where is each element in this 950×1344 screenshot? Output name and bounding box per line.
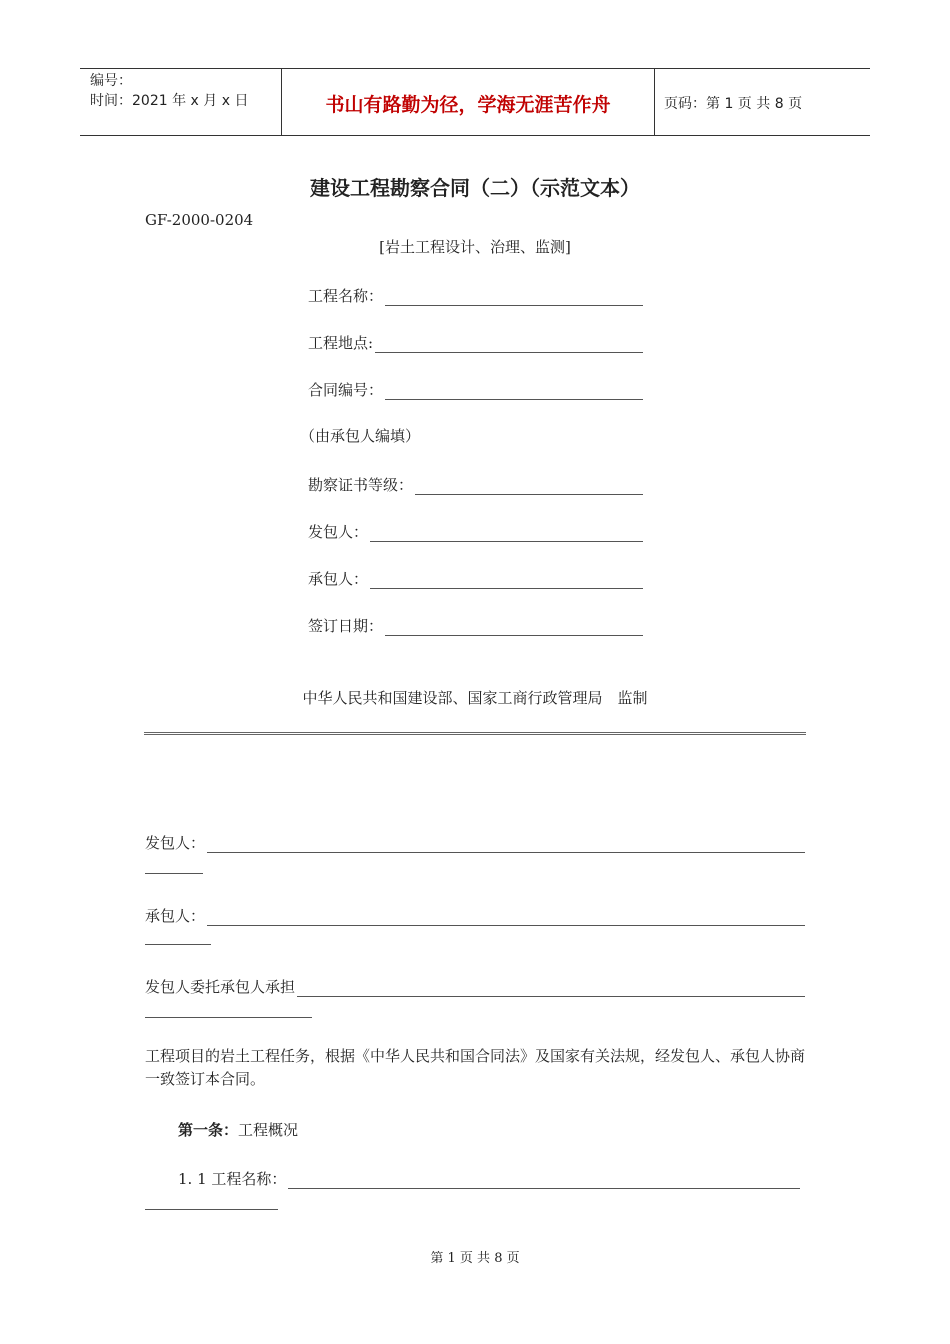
blank-line bbox=[297, 980, 805, 997]
field-label: 勘察证书等级： bbox=[308, 476, 414, 494]
item-1-1-line bbox=[178, 1167, 800, 1189]
blank-line-continuation bbox=[145, 1017, 312, 1018]
blank-line-continuation bbox=[145, 944, 211, 945]
article-number: 第一条： bbox=[178, 1121, 239, 1139]
blank-line bbox=[370, 572, 643, 589]
header-motto: 书山有路勤为径，学海无涯苦作舟 bbox=[325, 94, 611, 116]
field-contractor bbox=[308, 567, 643, 589]
header-meta bbox=[90, 71, 248, 111]
blank-line bbox=[207, 909, 805, 926]
party-a-label: 发包人： bbox=[145, 834, 206, 852]
party-a-line bbox=[145, 831, 805, 853]
blank-line-continuation bbox=[145, 1209, 278, 1210]
blank-line bbox=[288, 1172, 800, 1189]
field-label: 工程地点: bbox=[308, 334, 374, 352]
time-label: 时间：2021 年 x 月 x 日 bbox=[90, 93, 249, 109]
entrust-label: 发包人委托承包人承担 bbox=[145, 978, 296, 996]
number-label: 编号： bbox=[90, 73, 132, 89]
blank-line bbox=[207, 836, 805, 853]
blank-line bbox=[375, 336, 643, 353]
blank-line bbox=[370, 525, 643, 542]
blank-line-continuation bbox=[145, 873, 203, 874]
field-label: 签订日期： bbox=[308, 617, 384, 635]
item-1-1-label: 1. 1 工程名称： bbox=[178, 1170, 287, 1188]
page-footer: 第 1 页 共 8 页 bbox=[430, 1251, 520, 1266]
blank-line bbox=[415, 478, 643, 495]
header-page-info: 页码：第 1 页 共 8 页 bbox=[664, 96, 803, 112]
field-label: 发包人： bbox=[308, 523, 369, 541]
supervising-authority: 中华人民共和国建设部、国家工商行政管理局 监制 bbox=[302, 689, 648, 707]
contract-preamble: 工程项目的岩土工程任务，根据《中华人民共和国合同法》及国家有关法规，经发包人、承包人协商一致签订本合同。 bbox=[145, 1047, 806, 1088]
header-divider bbox=[654, 68, 655, 135]
document-title: 建设工程勘察合同（二）（示范文本） bbox=[310, 176, 640, 200]
header-top-border bbox=[80, 68, 870, 69]
document-subtitle: [岩土工程设计、治理、监测] bbox=[379, 238, 571, 256]
entrust-line bbox=[145, 975, 805, 997]
blank-line bbox=[385, 619, 643, 636]
party-b-line bbox=[145, 904, 805, 926]
field-certificate-grade bbox=[308, 473, 643, 495]
party-b-label: 承包人： bbox=[145, 907, 206, 925]
article-1-heading bbox=[178, 1119, 298, 1140]
field-label: 承包人： bbox=[308, 570, 369, 588]
field-contract-number bbox=[308, 378, 643, 400]
field-label: 合同编号： bbox=[308, 381, 384, 399]
field-project-name bbox=[308, 284, 643, 306]
blank-line bbox=[385, 383, 643, 400]
document-code: GF-2000-0204 bbox=[145, 211, 254, 229]
blank-line bbox=[385, 289, 643, 306]
contract-number-note: （由承包人编填） bbox=[300, 427, 421, 445]
field-employer bbox=[308, 520, 643, 542]
field-signing-date bbox=[308, 614, 643, 636]
field-project-location bbox=[308, 331, 643, 353]
field-label: 工程名称： bbox=[308, 287, 384, 305]
article-title: 工程概况 bbox=[238, 1121, 299, 1139]
header-bottom-border bbox=[80, 135, 870, 136]
section-divider bbox=[144, 732, 806, 735]
